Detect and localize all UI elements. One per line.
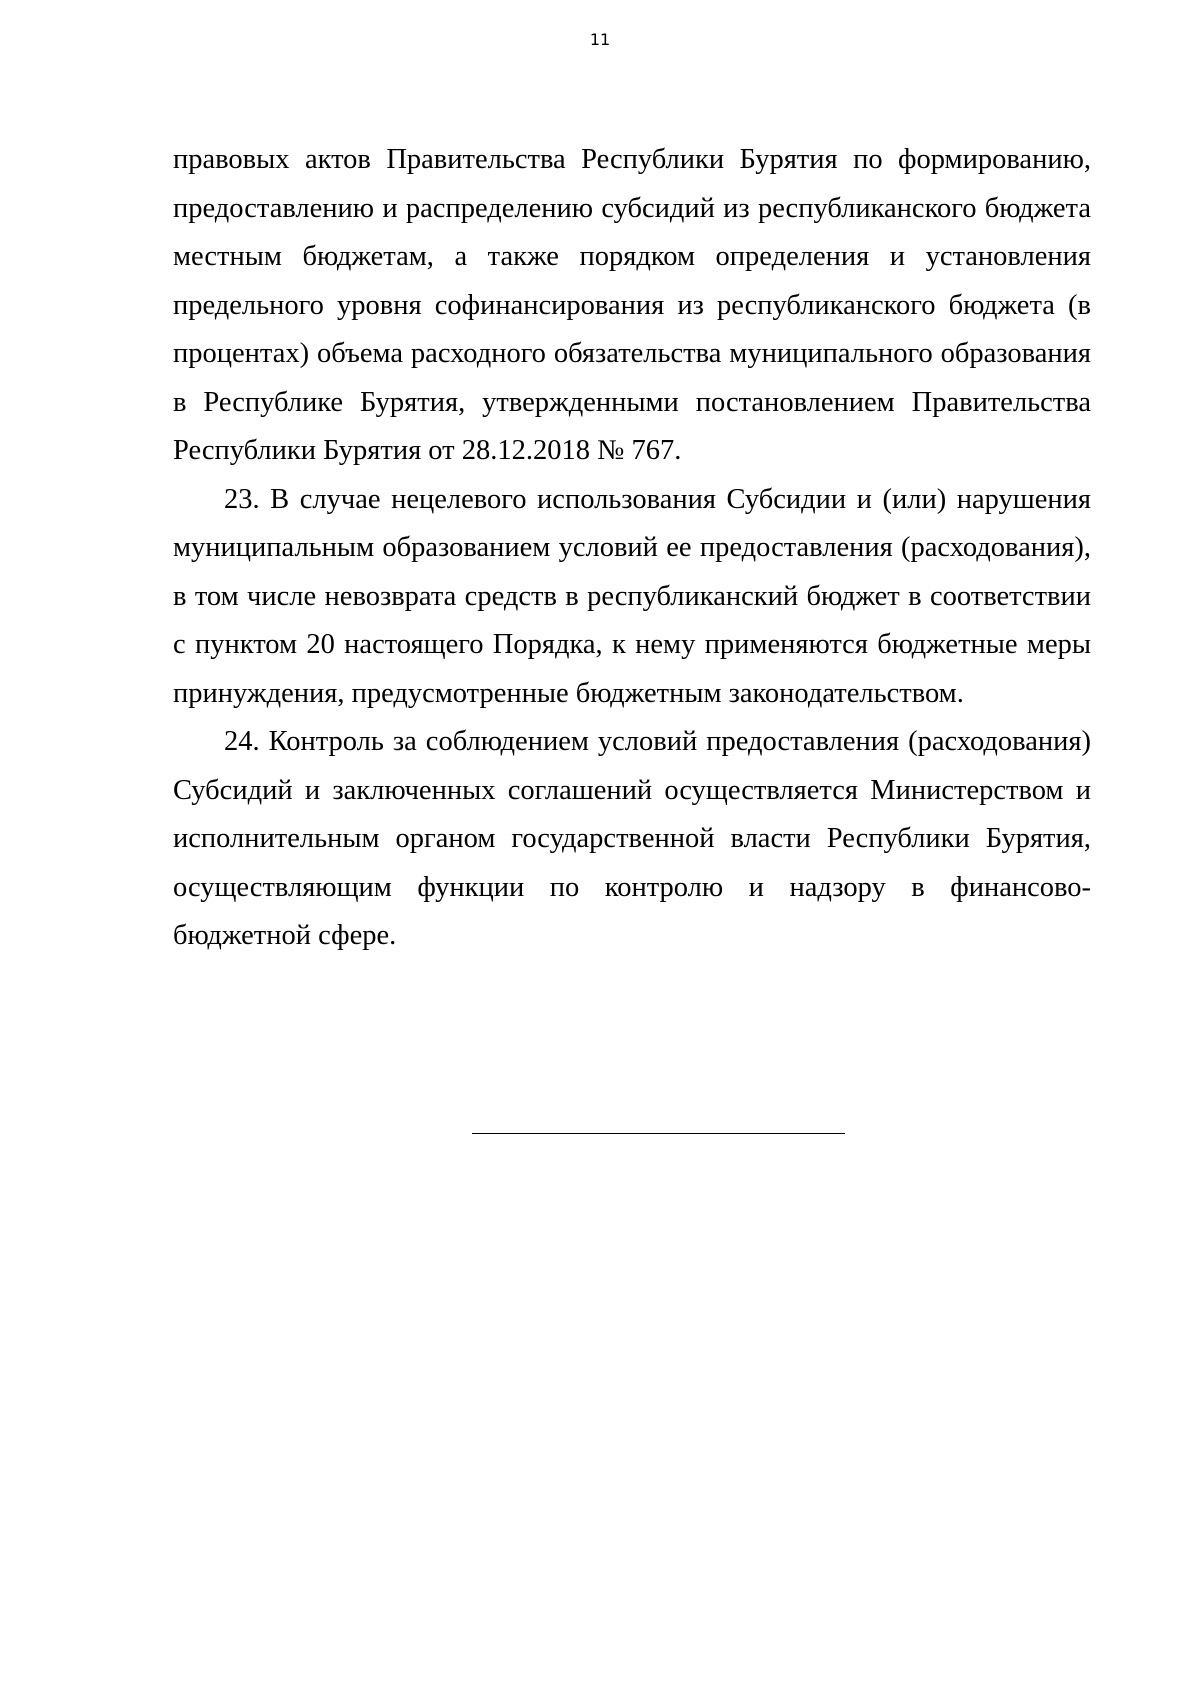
paragraph-item-23: 23. В случае нецелевого использования Субсидии и (или) нарушения муниципальным образованием условий ее предоставления (расходования), в том числе невозврата средств в республиканский бюджет в соответствии с пунктом 20 настоящего Порядка, к нему применяются бюджетные меры принуждения, предусмотренные бюджетным законодательством.	[173, 483, 1091, 709]
paragraph-item-24: 24. Контроль за соблюдением условий предоставления (расходования) Субсидий и заключенных соглашений осуществляется Министерством и исполнительным органом государственной власти Республики Бурятия, осуществляющим функции по контролю и надзору в финансово-бюджетной сфере.	[173, 726, 1091, 951]
page-number: 11	[589, 30, 611, 49]
end-of-document-rule	[472, 1133, 845, 1134]
paragraph-continuation: правовых актов Правительства Республики Бурятия по формированию, предоставлению и распределению субсидий из республиканского бюджета местным бюджетам, а также порядком определения и установления предельного уровня софинансирования из республиканского бюджета (в процентах) объема расходного обязательства муниципального образования в Республике Бурятия, утвержденными постановлением Правительства Республики Бурятия от 28.12.2018 № 767.	[173, 144, 1091, 466]
document-body	[173, 136, 1091, 961]
